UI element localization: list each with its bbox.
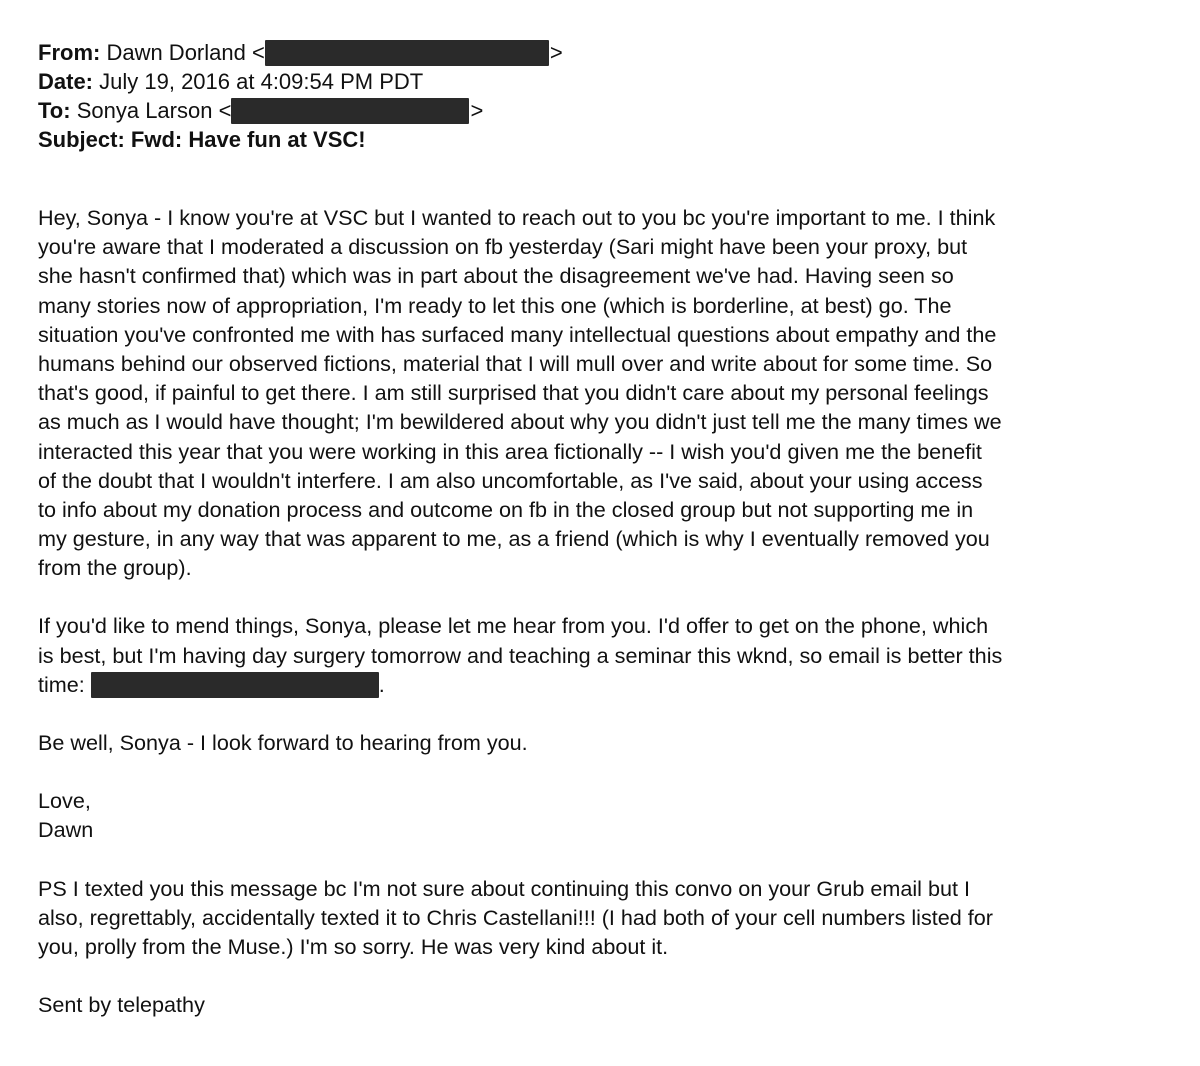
subject-value: Fwd: Have fun at VSC! — [130, 127, 366, 152]
signature-name: Dawn — [38, 817, 94, 843]
subject-label: Subject: — [38, 127, 125, 152]
body-line: situation you've confronted me with has surfaced many intellectual questions about empathy and the — [38, 321, 997, 347]
body-line: my gesture, in any way that was apparent to me, as a friend (which is why I eventually removed you — [38, 526, 990, 552]
body-line: Be well, Sonya - I look forward to hearing from you. — [38, 730, 528, 755]
date-label: Date: — [38, 69, 94, 94]
signature-block — [38, 786, 1178, 844]
time-suffix: . — [378, 671, 385, 697]
to-label: To: — [38, 98, 71, 123]
body-line: you, prolly from the Muse.) I'm so sorry. He was very kind about it. — [38, 933, 669, 959]
time-prefix: time: — [38, 671, 85, 697]
paragraph-spacer — [38, 961, 1178, 990]
paragraph-2 — [38, 611, 1178, 699]
body-line: you're aware that I moderated a discussion on fb yesterday (Sari might have been your proxy, but — [38, 234, 968, 260]
paragraph-spacer — [38, 845, 1178, 874]
body-line: she hasn't confirmed that) which was in part about the disagreement we've had. Having seen so — [38, 263, 954, 289]
postscript — [38, 874, 1178, 962]
paragraph-spacer — [38, 699, 1178, 728]
body-line-time — [38, 670, 1178, 699]
signoff: Love, — [38, 788, 91, 814]
body-line: as much as I would have thought; I'm bewildered about why you didn't just tell me the many times we — [38, 409, 1002, 435]
redacted-email-address — [91, 672, 379, 698]
to-close-bracket: > — [470, 98, 484, 123]
body-line: PS I texted you this message bc I'm not sure about continuing this convo on your Grub email but I — [38, 875, 970, 901]
body-line: to info about my donation process and outcome on fb in the closed group but not supporting me in — [38, 496, 974, 522]
from-label: From: — [38, 40, 101, 65]
date-value: July 19, 2016 at 4:09:54 PM PDT — [99, 69, 424, 94]
body-line: many stories now of appropriation, I'm ready to let this one (which is borderline, at best) go. The — [38, 292, 952, 318]
from-close-bracket: > — [549, 40, 563, 65]
paragraph-spacer — [38, 757, 1178, 786]
email-body — [38, 203, 1178, 1019]
sent-by-footer: Sent by telepathy — [38, 992, 205, 1018]
to-line — [38, 96, 563, 125]
body-line: humans behind our observed fictions, material that I will mull over and write about for some time. So — [38, 350, 993, 376]
body-line: interacted this year that you were working in this area fictionally -- I wish you'd given me the benefit — [38, 438, 982, 464]
body-line: that's good, if painful to get there. I am still surprised that you didn't care about my personal feelings — [38, 380, 989, 406]
from-name: Dawn Dorland < — [106, 40, 265, 65]
date-line — [38, 67, 563, 96]
paragraph-spacer — [38, 582, 1178, 611]
body-line: from the group). — [38, 555, 192, 581]
body-line: also, regrettably, accidentally texted it to Chris Castellani!!! (I had both of your cell numbers listed for — [38, 904, 993, 930]
from-line — [38, 38, 563, 67]
paragraph-3 — [38, 728, 1178, 757]
body-line: of the doubt that I wouldn't interfere. I am also uncomfortable, as I've said, about your using access — [38, 467, 983, 493]
paragraph-1 — [38, 203, 1178, 582]
email-header — [38, 38, 563, 154]
subject-line — [38, 125, 563, 154]
redacted-from-address — [265, 40, 549, 66]
to-name: Sonya Larson < — [76, 98, 232, 123]
body-line: is best, but I'm having day surgery tomorrow and teaching a seminar this wknd, so email is better this — [38, 642, 1003, 668]
redacted-to-address — [231, 98, 469, 124]
body-line: Hey, Sonya - I know you're at VSC but I wanted to reach out to you bc you're important to me. I think — [38, 205, 996, 230]
body-line: If you'd like to mend things, Sonya, please let me hear from you. I'd offer to get on the phone, which — [38, 613, 989, 639]
footer — [38, 990, 1178, 1019]
